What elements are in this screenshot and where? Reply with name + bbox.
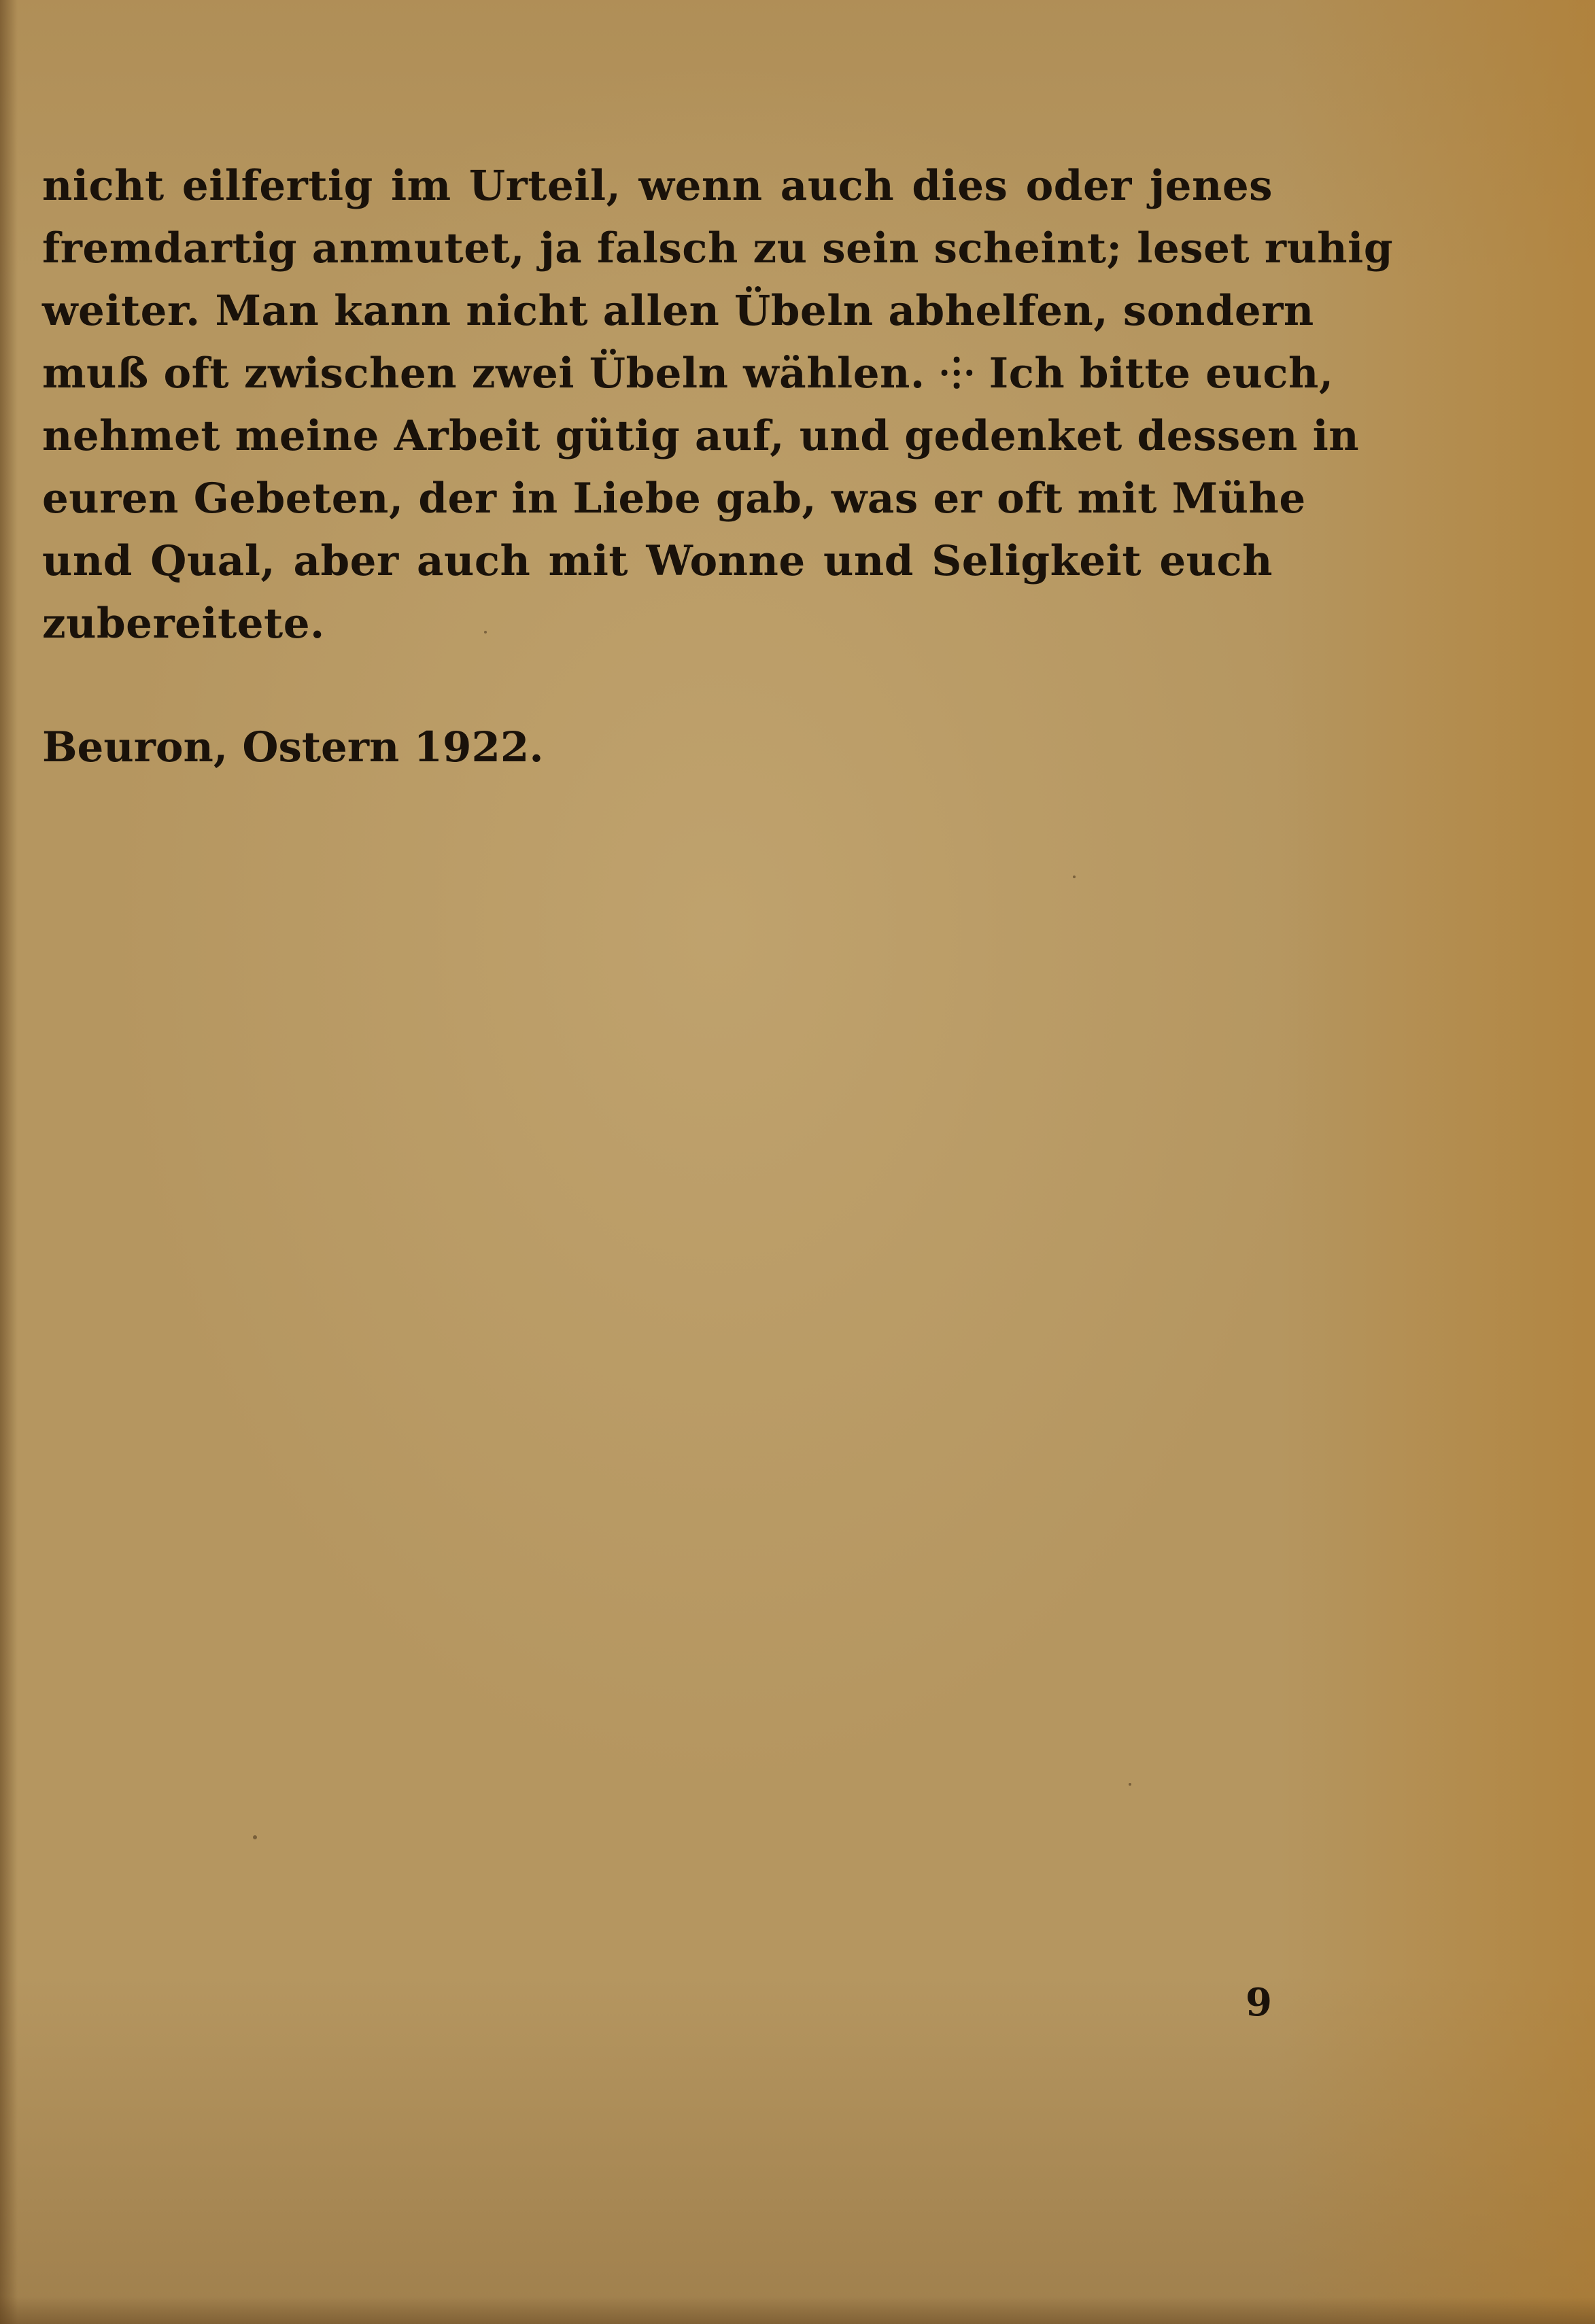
text-line: muß oft zwischen zwei Übeln wählen. ⸭ Ich bitte euch, (42, 349, 1334, 398)
text-line: nicht eilfertig im Urteil, wenn auch dies oder jenes (42, 162, 1273, 210)
paper-speck (253, 1835, 257, 1839)
place-date-signature: Beuron, Ostern 1922. (42, 723, 544, 771)
text-line: und Qual, aber auch mit Wonne und Seligkeit euch (42, 537, 1273, 585)
text-line: zubereitete. (42, 600, 325, 648)
paper-speck (1073, 875, 1076, 878)
page-bottom-shadow (0, 2297, 1595, 2324)
paper-speck (1129, 1783, 1131, 1786)
page-edge-shadow (0, 0, 18, 2324)
paper-speck (484, 631, 487, 634)
page-number: 9 (1246, 1980, 1272, 2025)
text-line: nehmet meine Arbeit gütig auf, und gedenket dessen in (42, 412, 1360, 460)
body-text (42, 155, 1393, 655)
text-line: weiter. Man kann nicht allen Übeln abhelfen, sondern (42, 287, 1314, 335)
text-line: euren Gebeten, der in Liebe gab, was er oft mit Mühe (42, 474, 1306, 523)
text-line: fremdartig anmutet, ja falsch zu sein scheint; leset ruhig (42, 224, 1393, 273)
